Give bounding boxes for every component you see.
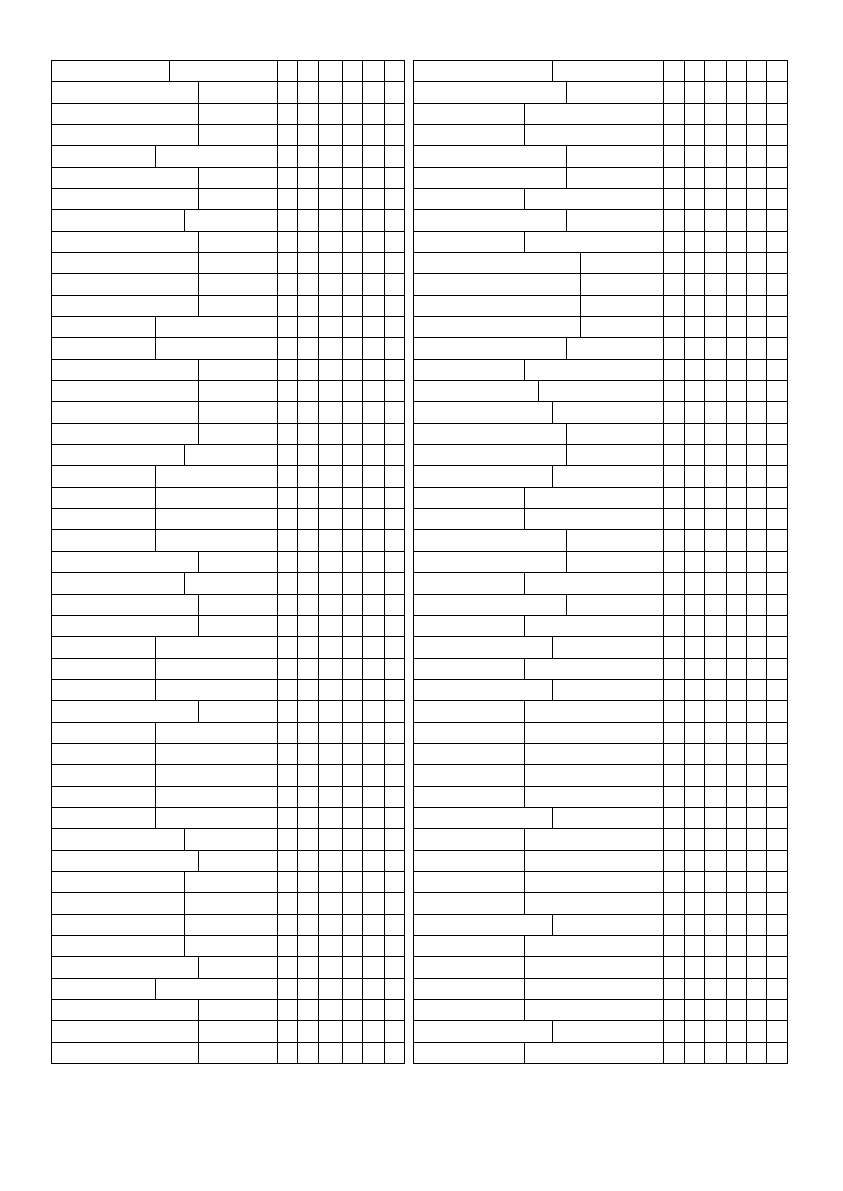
left-table-border — [52, 61, 405, 1064]
right-table-border — [414, 61, 788, 1064]
